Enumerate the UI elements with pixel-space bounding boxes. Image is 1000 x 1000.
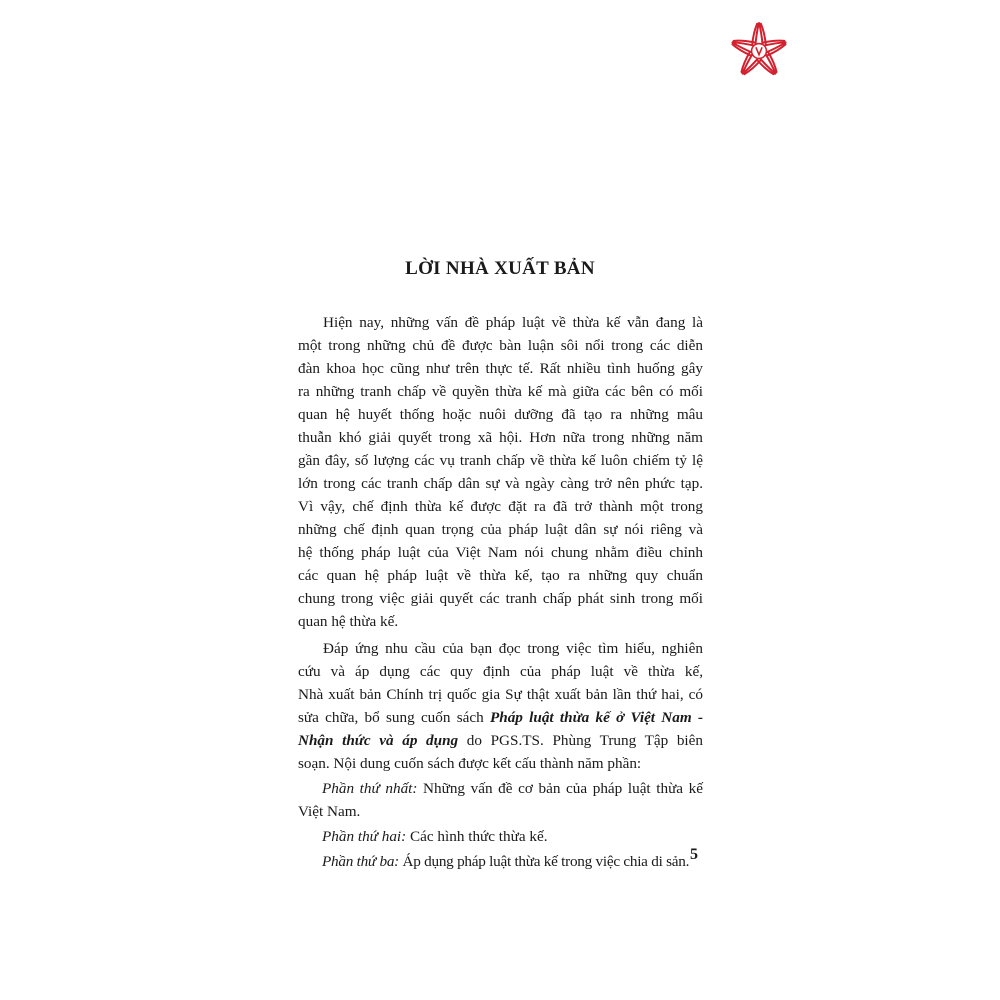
page-title: LỜI NHÀ XUẤT BẢN	[405, 258, 595, 279]
text-segment: sửa chữa, bổ sung cuốn sách	[298, 709, 490, 726]
text-line	[298, 729, 703, 752]
paragraph-response	[298, 637, 703, 775]
text-line	[298, 706, 703, 729]
part-label: Phần thứ hai:	[322, 828, 407, 845]
text-line: Nhà xuất bản Chính trị quốc gia Sự thật xuất bản lần thứ hai, có	[298, 686, 703, 703]
text-line: hệ thống pháp luật của Việt Nam nói chung nhằm điều chỉnh	[298, 544, 703, 561]
text-line	[298, 850, 703, 873]
part-three	[298, 850, 703, 873]
text-line	[298, 777, 703, 800]
book-title: Nhận thức và áp dụng	[298, 732, 459, 749]
text-line: những chế định quan trọng của pháp luật dân sự nói riêng và	[298, 521, 703, 538]
part-text: Các hình thức thừa kế.	[406, 828, 548, 845]
text-segment: do PGS.TS. Phùng Trung Tập biên	[458, 732, 703, 749]
text-line: cứu và áp dụng các quy định của pháp luật về thừa kế,	[298, 663, 703, 680]
page-number: 5	[690, 846, 698, 863]
text-line: Hiện nay, những vấn đề pháp luật về thừa kế vẫn đang là	[323, 314, 703, 331]
part-label: Phần thứ ba:	[322, 853, 399, 870]
text-line: lớn trong các tranh chấp dân sự và ngày càng trở nên phức tạp.	[298, 475, 703, 492]
text-line	[298, 825, 703, 848]
text-line: thuẫn khó giải quyết trong xã hội. Hơn nữa trong những năm	[298, 429, 703, 446]
text-line: chung trong việc giải quyết các tranh chấp phát sinh trong mối	[298, 590, 703, 607]
part-text: Những vấn đề cơ bản của pháp luật thừa kế	[417, 780, 703, 797]
part-text: Áp dụng pháp luật thừa kế trong việc chia di sản.	[399, 853, 690, 870]
text-line: Đáp ứng nhu cầu của bạn đọc trong việc tìm hiểu, nghiên	[323, 640, 703, 657]
text-line: các quan hệ pháp luật về thừa kế, tạo ra những quy chuẩn	[298, 567, 703, 584]
text-line: quan hệ huyết thống hoặc nuôi dưỡng đã tạo ra những mâu	[298, 406, 703, 423]
body-text	[298, 311, 703, 873]
publisher-star-logo-icon	[728, 20, 790, 82]
paragraph-intro	[298, 311, 703, 633]
book-title: Pháp luật thừa kế ở Việt Nam -	[489, 709, 703, 726]
part-label: Phần thứ nhất:	[322, 780, 418, 797]
text-line: soạn. Nội dung cuốn sách được kết cấu thành năm phần:	[298, 755, 642, 772]
text-line: quan hệ thừa kế.	[298, 613, 399, 630]
text-line: ra những tranh chấp về quyền thừa kế mà giữa các bên có mối	[298, 383, 703, 400]
part-two	[298, 825, 703, 848]
text-line: Việt Nam.	[298, 803, 361, 820]
text-line: Vì vậy, chế định thừa kế được đặt ra đã trở thành một trong	[298, 498, 703, 515]
text-line: gần đây, số lượng các vụ tranh chấp về thừa kế luôn chiếm tỷ lệ	[298, 452, 703, 469]
text-line: một trong những chủ đề được bàn luận sôi nổi trong các diễn	[298, 337, 703, 354]
text-line: đàn khoa học cũng như trên thực tế. Rất nhiều tình huống gây	[298, 360, 703, 377]
part-one	[298, 777, 703, 823]
